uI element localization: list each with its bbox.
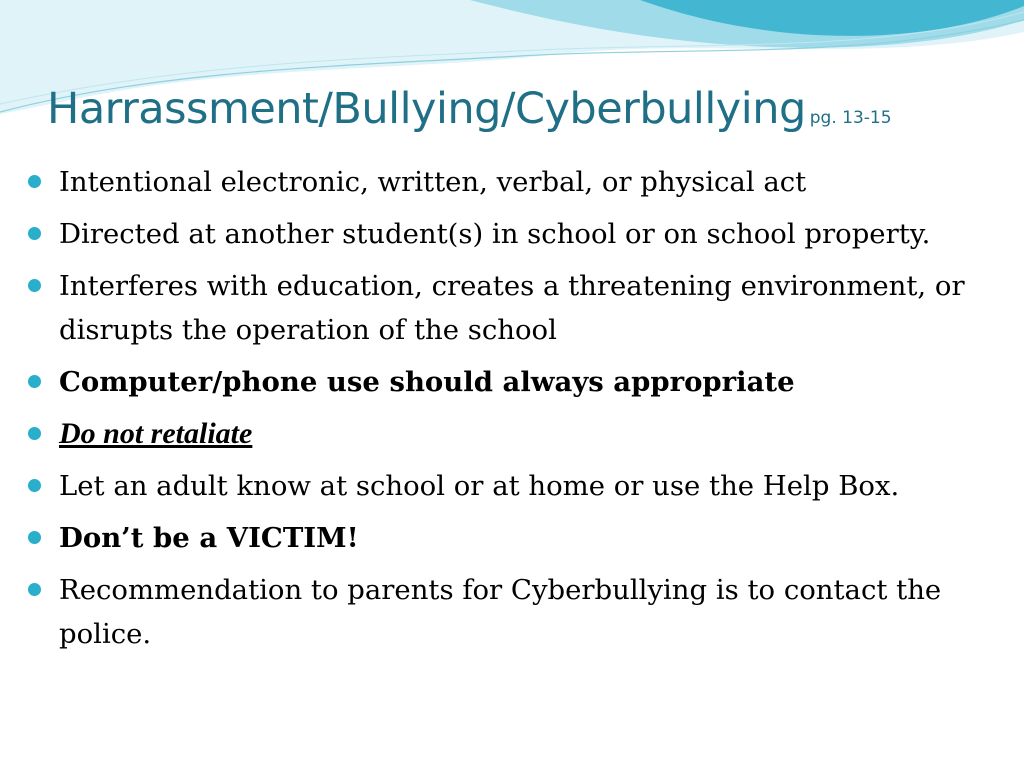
bullet-dot-icon [28,375,41,388]
bullet-dot-icon [28,427,41,440]
bullet-item [28,516,1003,560]
bullet-item [28,264,1003,352]
bullet-text: Interferes with education, creates a threatening environment, or disrupts the operation of the school [59,270,965,346]
bullet-text: Recommendation to parents for Cyberbullying is to contact the police. [59,574,942,650]
bullet-item [28,464,1003,508]
title-text: Harrassment/Bullying/Cyberbullying [47,84,806,134]
bullet-text: Computer/phone use should always appropriate [59,366,795,398]
bullet-text: Don’t be a VICTIM! [59,522,359,554]
slide-title [47,84,1007,134]
bullet-item [28,160,1003,204]
bullet-dot-icon [28,175,41,188]
bullet-item [28,212,1003,256]
bullet-dot-icon [28,279,41,292]
bullet-dot-icon [28,479,41,492]
bullet-item [28,360,1003,404]
bullet-dot-icon [28,583,41,596]
bullet-text: Directed at another student(s) in school or on school property. [59,218,931,250]
bullet-item [28,568,1003,656]
bullet-text: Let an adult know at school or at home or use the Help Box. [59,470,900,502]
bullet-dot-icon [28,531,41,544]
bullet-item [28,412,1003,456]
bullet-dot-icon [28,227,41,240]
bullet-text: Intentional electronic, written, verbal, or physical act [59,166,807,198]
bullet-list [28,160,1003,664]
bullet-text: Do not retaliate [59,417,253,450]
page-reference: pg. 13-15 [809,108,892,128]
